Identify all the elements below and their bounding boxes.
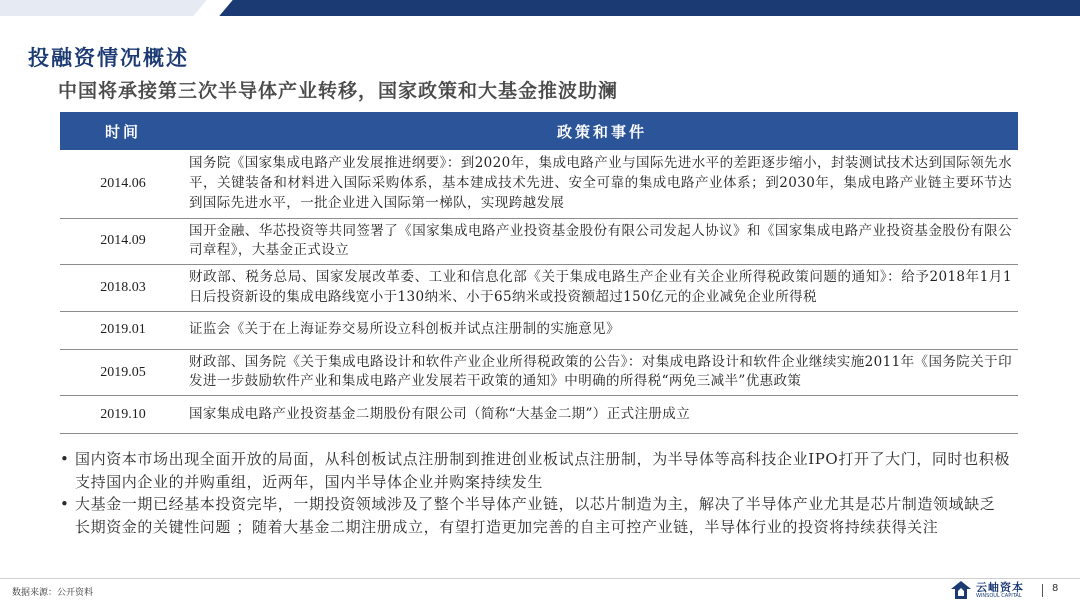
table-row: [60, 311, 1018, 349]
page-number: 8: [1052, 583, 1059, 594]
bullet-dot-icon: •: [60, 450, 70, 468]
row-date: 2019.05: [60, 349, 186, 396]
row-event: 财政部、国务院《关于集成电路设计和软件产业企业所得税政策的公告》：对集成电路设计和软件企业继续实施2011年《国务院关于印发进一步鼓励软件产业和集成电路产业发展若干政策的通知》中明确的所得税“两免三减半”优惠政策: [186, 349, 1018, 396]
table-row: [60, 396, 1018, 434]
table-row: [60, 349, 1018, 396]
table-row: [60, 218, 1018, 265]
row-event: 财政部、税务总局、国家发展改革委、工业和信息化部《关于集成电路生产企业有关企业所得税政策问题的通知》：给予2018年1月1日后投资新设的集成电路线宽小于130纳米、小于65纳米或投资额超过150亿元的企业减免企业所得税: [186, 265, 1018, 312]
row-date: 2018.03: [60, 265, 186, 312]
bullet-text: 国内资本市场出现全面开放的局面，从科创板试点注册制到推进创业板试点注册制，为半导体等高科技企业IPO打开了大门，同时也积极支持国内企业的并购重组，近两年，国内半导体企业并购案持续发生: [75, 450, 1010, 491]
row-date: 2019.01: [60, 311, 186, 349]
row-event: 国开金融、华芯投资等共同签署了《国家集成电路产业投资基金股份有限公司发起人协议》和《国家集成电路产业投资基金股份有限公司章程》，大基金正式设立: [186, 218, 1018, 265]
page-subtitle: 中国将承接第三次半导体产业转移，国家政策和大基金推波助澜: [58, 80, 619, 102]
page-title: 投融资情况概述: [28, 45, 189, 70]
page-number-separator: [1042, 584, 1043, 597]
table-row: [60, 265, 1018, 312]
top-band: [0, 0, 1080, 16]
row-event: 国务院《国家集成电路产业发展推进纲要》：到2020年，集成电路产业与国际先进水平的差距逐步缩小，封装测试技术达到国际领先水平，关键装备和材料进入国际采购体系，基本建成技术先进、安全可靠的集成电路产业体系；到2030年，集成电路产业链主要环节达到国际先进水平，一批企业进入国际第一梯队，实现跨越发展: [186, 150, 1018, 218]
summary-bullets: [60, 448, 1010, 538]
row-date: 2014.06: [60, 150, 186, 218]
logo-text-cn: 云岫资本: [976, 581, 1024, 594]
top-band-dark: [218, 0, 1080, 16]
row-date: 2014.09: [60, 218, 186, 265]
row-event: 证监会《关于在上海证券交易所设立科创板并试点注册制的实施意见》: [186, 311, 1018, 349]
row-date: 2019.10: [60, 396, 186, 434]
footer-divider: [0, 578, 1080, 579]
bullet-item: [60, 448, 1010, 493]
bullet-item: [60, 493, 1010, 538]
logo-mark-icon: [950, 579, 972, 601]
company-logo: [950, 579, 1040, 601]
logo-text-en: WINSOUL CAPITAL: [976, 593, 1022, 599]
bullet-dot-icon: •: [60, 495, 70, 513]
row-event: 国家集成电路产业投资基金二期股份有限公司（简称“大基金二期”）正式注册成立: [186, 396, 1018, 434]
bullet-text: 大基金一期已经基本投资完毕，一期投资领域涉及了整个半导体产业链，以芯片制造为主，解决了半导体产业尤其是芯片制造领域缺乏长期资金的关键性问题 ；随着大基金二期注册成立，有望打造更加完善的自主可控产业链，半导体行业的投资将持续获得关注: [75, 495, 996, 536]
table-header-row: [60, 112, 1018, 150]
column-header-date: 时间: [60, 112, 186, 150]
policy-table: [60, 112, 1018, 434]
data-source-note: 数据来源：公开资料: [12, 588, 94, 598]
column-header-event: 政策和事件: [186, 112, 1018, 150]
top-band-light: [0, 0, 210, 16]
table-row: [60, 150, 1018, 218]
